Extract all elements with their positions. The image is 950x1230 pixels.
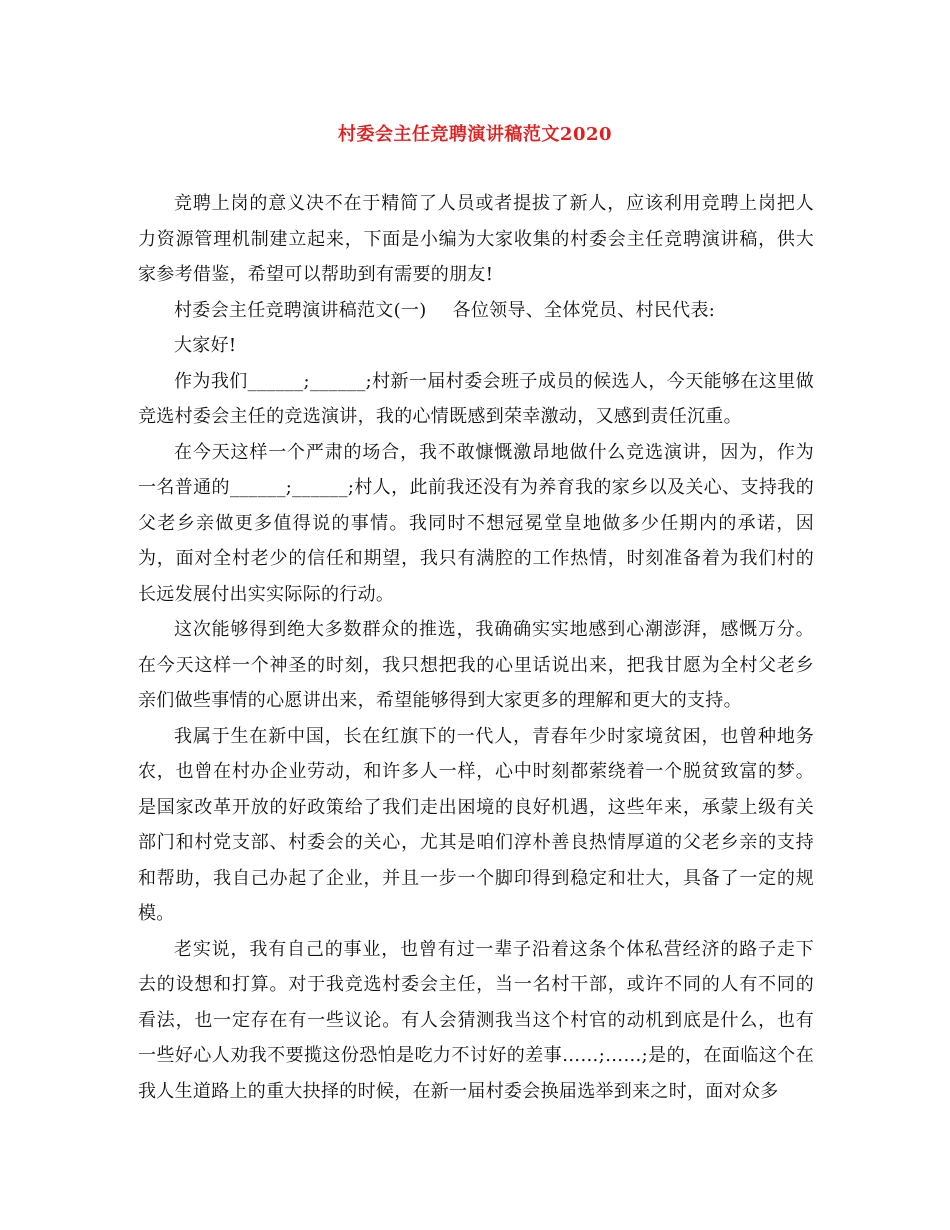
section-heading-line (138, 293, 814, 329)
body-paragraph: 作为我们______;______;村新一届村委会班子成员的候选人，今天能够在这里做竞选村委会主任的竞选演讲，我的心情既感到荣幸激动，又感到责任沉重。 (138, 370, 814, 427)
document-title: 村委会主任竞聘演讲稿范文2020 (337, 124, 613, 145)
intro-paragraph: 竞聘上岗的意义决不在于精简了人员或者提拔了新人，应该利用竞聘上岗把人力资源管理机制建立起来，下面是小编为大家收集的村委会主任竞聘演讲稿，供大家参考借鉴，希望可以帮助到有需要的朋友! (138, 193, 814, 285)
section-heading: 村委会主任竞聘演讲稿范文(一) (174, 299, 427, 321)
body-paragraph: 在今天这样一个严肃的场合，我不敢慷慨激昂地做什么竞选演讲，因为，作为一名普通的______;______;村人，此前我还没有为养育我的家乡以及关心、支持我的父老乡亲做更多值得说的事情。我同时不想冠冕堂皇地做多少任期内的承诺，因为，面对全村老少的信任和期望，我只有满腔的工作热情，时刻准备着为我们村的长远发展付出实实际际的行动。 (138, 441, 814, 605)
body-paragraph: 老实说，我有自己的事业，也曾有过一辈子沿着这条个体私营经济的路子走下去的设想和打算。对于我竞选村委会主任，当一名村干部，或许不同的人有不同的看法，也一定存在有一些议论。有人会猜测我当这个村官的动机到底是什么，也有一些好心人劝我不要揽这份恐怕是吃力不讨好的差事……;……;是的，在面临这个在我人生道路上的重大抉择的时候，在新一届村委会换届选举到来之时，面对众多 (138, 938, 814, 1102)
salutation: 各位领导、全体党员、村民代表: (452, 299, 716, 321)
document-body (138, 186, 814, 1109)
greeting-paragraph: 大家好! (174, 335, 237, 356)
body-paragraph: 这次能够得到绝大多数群众的推选，我确确实实地感到心潮澎湃，感慨万分。在今天这样一个神圣的时刻，我只想把我的心里话说出来，把我甘愿为全村父老乡亲们做些事情的心愿讲出来，希望能够得到大家更多的理解和更大的支持。 (138, 619, 814, 711)
body-paragraph: 我属于生在新中国，长在红旗下的一代人，青春年少时家境贫困，也曾种地务农，也曾在村办企业劳动，和许多人一样，心中时刻都萦绕着一个脱贫致富的梦。是国家改革开放的好政策给了我们走出困境的良好机遇，这些年来，承蒙上级有关部门和村党支部、村委会的关心，尤其是咱们淳朴善良热情厚道的父老乡亲的支持和帮助，我自己办起了企业，并且一步一个脚印得到稳定和壮大，具备了一定的规模。 (138, 725, 814, 924)
